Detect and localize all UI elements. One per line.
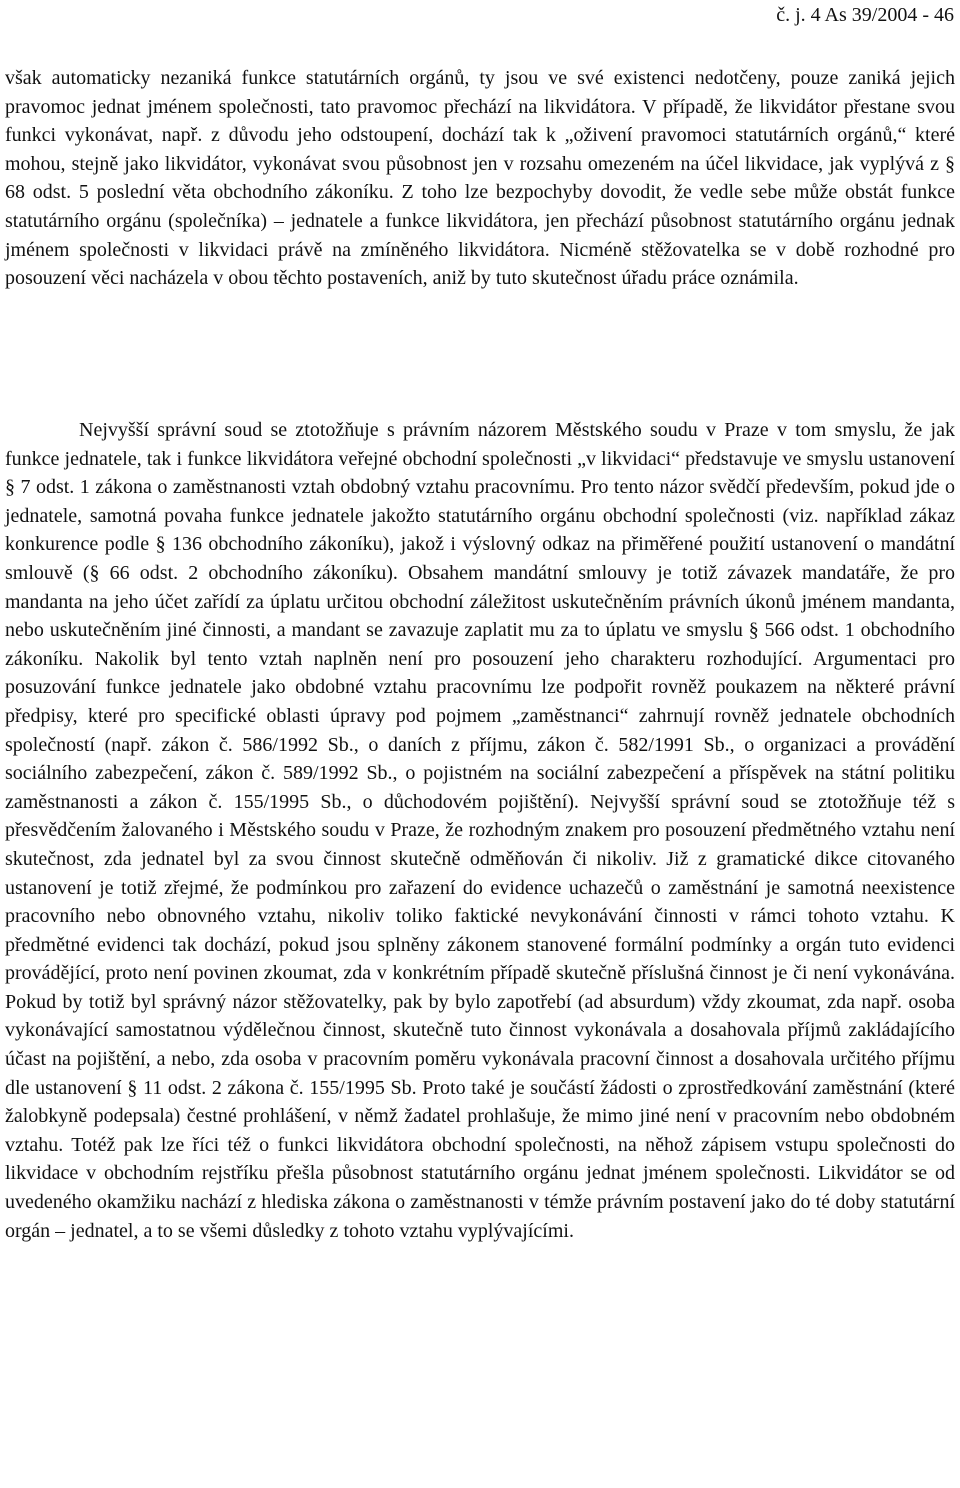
paragraph-2: Nejvyšší správní soud se ztotožňuje s právním názorem Městského soudu v Praze v tom smyslu, že jak funkce jednatele, tak i funkce likvidátora veřejné obchodní společnosti „v likvidaci“ představuje ve smyslu ustanovení § 7 odst. 1 zákona o zaměstnanosti vztah obdobný vztahu pracovnímu. Pro tento názor svědčí především, pokud jde o jednatele, samotná povaha funkce jednatele jakožto statutárního orgánu obchodní společnosti (viz. například zákaz konkurence podle § 136 obchodního zákoníku), jakož i výslovný odkaz na přiměřené použití ustanovení o mandátní smlouvě (§ 66 odst. 2 obchodního zákoníku). Obsahem mandátní smlouvy je totiž závazek mandatáře, že pro mandanta na jeho účet zařídí za úplatu určitou obchodní záležitost uskutečněním právních úkonů jménem mandanta, nebo uskutečněním jiné činnosti, a mandant se zavazuje zaplatit mu za to úplatu ve smyslu § 566 odst. 1 obchodního zákoníku. Nakolik byl tento vztah naplněn není pro posouzení jeho charakteru rozhodující. Argumentaci pro posuzování funkce jednatele jako obdobné vztahu pracovnímu lze podpořit rovněž poukazem na některé právní předpisy, které pro specifické oblasti úpravy pod pojmem „zaměstnanci“ zahrnují rovněž jednatele obchodních společností (např. zákon č. 586/1992 Sb., o daních z příjmu, zákon č. 582/1991 Sb., o organizaci a provádění sociálního zabezpečení, zákon č. 589/1992 Sb., o pojistném na sociální zabezpečení a příspěvek na státní politiku zaměstnanosti a zákon č. 155/1995 Sb., o důchodovém pojištění). Nejvyšší správní soud se ztotožňuje též s přesvědčením žalovaného i Městského soudu v Praze, že rozhodným znakem pro posouzení předmětného vztahu není skutečnost, zda jednatel byl za svou činnost skutečně odměňován či nikoliv. Již z gramatické dikce citovaného ustanovení je totiž zřejmé, že podmínkou pro zařazení do evidence uchazečů o zaměstnání je samotná neexistence pracovního nebo obnovného vztahu, nikoliv toliko faktické nevykonávání činnosti v rámci tohoto vztahu. K předmětné evidenci tak dochází, pokud jsou splněny zákonem stanovené formální podmínky a orgán tuto evidenci provádějící, proto není povinen zkoumat, zda v konkrétním případě skutečně příslušná činnost je či není vykonávána. Pokud by totiž byl správný názor stěžovatelky, pak by bylo zapotřebí (ad absurdum) vždy zkoumat, zda např. osoba vykonávající samostatnou výdělečnou činnost, skutečně tuto činnost vykonávala a dosahovala příjmů zakládajícího účast na pojištění, a nebo, zda osoba v pracovním poměru vykonávala pracovní činnost a dosahovala určitého příjmu dle ustanovení § 11 odst. 2 zákona č. 155/1995 Sb. Proto také je součástí žádosti o zprostředkování zaměstnání (které žalobkyně podepsala) čestné prohlášení, v němž žadatel prohlašuje, že mimo jiné není v pracovním nebo obdobném vztahu. Totéž pak lze říci též o funkci likvidátora obchodní společnosti, na něhož zápisem vstupu společnosti do likvidace v obchodním rejstříku přešla působnost statutárního orgánu jednat jménem společnosti. Likvidátor se od uvedeného okamžiku nachází z hlediska zákona o zaměstnanosti v témže právním postavení jako do té doby statutární orgán – jednatel, a to se všemi důsledky z tohoto vztahu vyplývajícími. (5, 419, 955, 1242)
paragraph-1: však automaticky nezaniká funkce statutárních orgánů, ty jsou ve své existenci nedotčeny, pouze zaniká jejich pravomoc jednat jménem společnosti, tato pravomoc přechází na likvidátora. V případě, že likvidátor přestane svou funkci vykonávat, např. z důvodu jeho odstoupení, dochází tak k „oživení pravomoci statutárních orgánů,“ které mohou, stejně jako likvidátor, vykonávat svou působnost jen v rozsahu omezeném na účel likvidace, jak vyplývá z § 68 odst. 5 poslední věta obchodního zákoníku. Z toho lze bezpochyby dovodit, že vedle sebe může obstát funkce statutárního orgánu (společníka) – jednatele a funkce likvidátora, jen přechází působnost statutárního orgánu jednak jménem společnosti v likvidaci právě na zmíněného likvidátora. Nicméně stěžovatelka se v době rozhodné pro posouzení věci nacházela v obou těchto postaveních, aniž by tuto skutečnost úřadu práce oznámila. (5, 67, 955, 290)
case-number-header: č. j. 4 As 39/2004 - 46 (776, 4, 954, 26)
